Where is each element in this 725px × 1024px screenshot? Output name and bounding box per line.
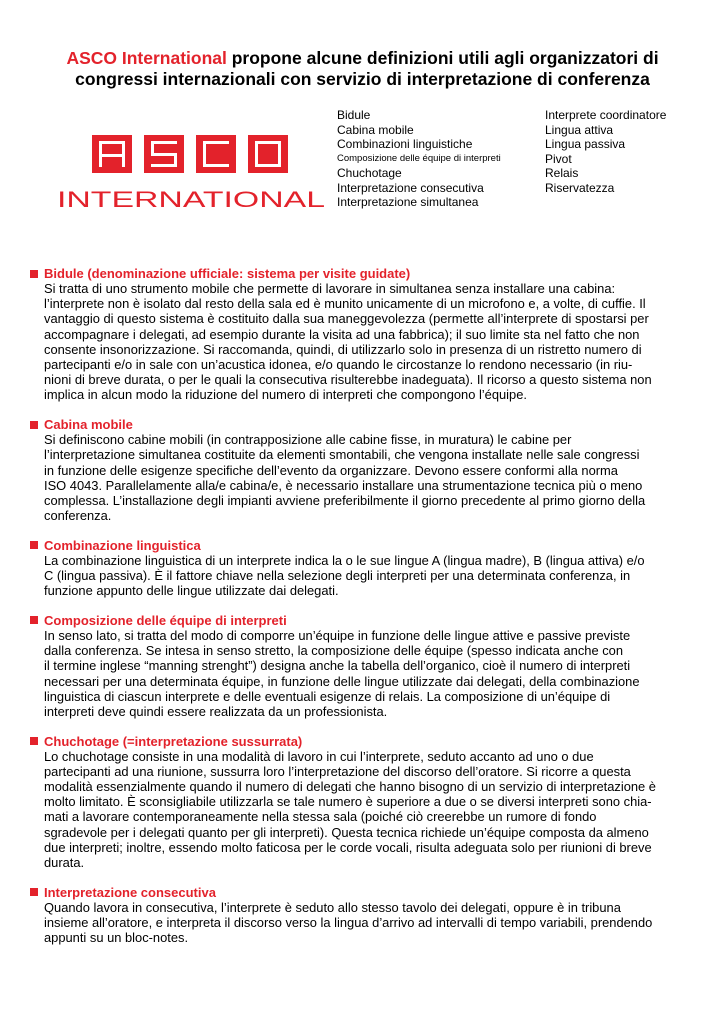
section-body: Si definiscono cabine mobili (in contrapposizione alle cabine fisse, in muratura) le cabine per l’interpretazione simultanea costituite da elementi smontabili, che vengona installate nelle sale congressi in funzione delle esigenze specifiche dell’evento da organizzare. Devono essere conformi alla norma ISO 4043. Parallelamente alla/e cabina/e, è necessario installare una strumentazione tecnica più o meno complessa. L’installazione degli impianti avviene preferibilmente il giorno precedente al primo giorno della conferenza. bbox=[44, 432, 646, 524]
index-item: Interprete coordinatore bbox=[545, 108, 667, 122]
index-item: Pivot bbox=[545, 151, 572, 166]
index-item: Interpretazione consecutiva bbox=[337, 180, 484, 195]
index-item: Composizione delle équipe di interpreti bbox=[337, 152, 501, 164]
index-item: Lingua attiva bbox=[545, 122, 614, 137]
section-heading: Interpretazione consecutiva bbox=[30, 885, 712, 900]
section-interpretazione-consecutiva bbox=[30, 885, 712, 946]
section-bidule bbox=[30, 266, 712, 403]
section-body: Si tratta di uno strumento mobile che permette di lavorare in simultanea senza installare una cabina: l’interprete non è isolato dal resto della sala ed è munito unicamente di un microfono e, a volte, di cuffie. Il vantaggio di questo sistema è costituito dalla sua maneggevolezza (permette all’interprete di spostarsi per accompagnare i delegati, ad esempio durante la visita ad una fabbrica); il suo limite sta nel fatto che non consente insonorizzazione. Si raccomanda, quindi, di utilizzarlo solo in presenza di un ristretto numero di partecipanti e/o in sale con un’acustica idonea, e/o quando le circostanze lo rendono necessario (in riu- nioni di breve durata, o per le quali la consecutiva risulterebbe inadeguata). Il ricorso a questo sistema non implica in alcun modo la riduzione del numero di interpreti che compongono l’équipe. bbox=[44, 281, 652, 403]
section-chuchotage bbox=[30, 734, 712, 871]
section-cabina-mobile bbox=[30, 417, 712, 523]
index-item: Cabina mobile bbox=[337, 122, 414, 137]
logo-letter-c bbox=[196, 135, 236, 173]
section-heading: Bidule (denominazione ufficiale: sistema per visite guidate) bbox=[30, 266, 712, 281]
section-body: In senso lato, si tratta del modo di comporre un’équipe in funzione delle lingue attive e passive previste dalla conferenza. Se intesa in senso stretto, la composizione delle équipe (spesso indicata anche con il termine inglese “manning strenght”) designa anche la tabella dell’organico, cioè il numero di interpreti necessari per una determinata équipe, in funzione delle lingue utilizzate dai delegati, della combinazione linguistica di ciascun interprete e delle eventuali esigenze di relais. La composizione di un’équipe di interpreti deve quindi essere realizzata da un professionista. bbox=[44, 627, 640, 719]
logo-letter-o bbox=[248, 135, 288, 173]
square-bullet-icon bbox=[30, 737, 38, 745]
index-item: Combinazioni linguistiche bbox=[337, 137, 473, 151]
definitions-content bbox=[30, 266, 712, 960]
section-heading: Chuchotage (=interpretazione sussurrata) bbox=[30, 734, 712, 749]
square-bullet-icon bbox=[30, 421, 38, 429]
square-bullet-icon bbox=[30, 888, 38, 896]
asco-logo bbox=[57, 135, 325, 215]
section-body: La combinazione linguistica di un interprete indica la o le sue lingue A (lingua madre), B (lingua attiva) e/o C (lingua passiva). È il fattore chiave nella selezione degli interpreti per una determinata conferenza, in funzione appunto delle lingue utilizzate dai delegati. bbox=[44, 552, 645, 599]
index-item: Relais bbox=[545, 166, 579, 180]
square-bullet-icon bbox=[30, 616, 38, 624]
index-item: Lingua passiva bbox=[545, 137, 626, 151]
section-body: Lo chuchotage consiste in una modalità di lavoro in cui l’interprete, seduto accanto ad uno o due partecipanti ad una riunione, sussurra loro l’interpretazione del discorso dell’oratore. Si ricorre a questa modalità essenzialmente quando il numero di delegati che hanno bisogno di un servizio di interpretazione è molto limitato. È sconsigliabile utilizzarla se tale numero è superiore a due o se diversi interpreti sono chia- mati a lavorare contemporaneamente nella stessa sala (poiché ciò creerebbe un rumore di fondo sgradevole per i delegati quanto per gli interpreti). Questa tecnica richiede un’équipe composta da almeno due interpreti; inoltre, essendo molto faticosa per le corde vocali, risulta adeguata solo per riunioni di breve durata. bbox=[44, 748, 656, 871]
index-item: Bidule bbox=[337, 108, 371, 122]
index-item: Interpretazione simultanea bbox=[337, 195, 479, 209]
index-item: Riservatezza bbox=[545, 180, 615, 195]
section-heading: Composizione delle équipe di interpreti bbox=[30, 613, 712, 628]
square-bullet-icon bbox=[30, 270, 38, 278]
square-bullet-icon bbox=[30, 541, 38, 549]
title-brand: ASCO International bbox=[66, 48, 227, 68]
section-composizione-equipe bbox=[30, 613, 712, 719]
logo-wordmark: INTERNATIONAL bbox=[57, 187, 325, 212]
index-list-left bbox=[337, 108, 501, 210]
title-line-1: propone alcune definizioni utili agli organizzatori di bbox=[226, 48, 659, 68]
index-list-right bbox=[545, 108, 666, 195]
section-combinazione-linguistica bbox=[30, 538, 712, 599]
section-heading: Combinazione linguistica bbox=[30, 538, 712, 553]
section-heading: Cabina mobile bbox=[30, 417, 712, 432]
page-title bbox=[20, 48, 705, 90]
index-item: Chuchotage bbox=[337, 166, 402, 180]
section-body: Quando lavora in consecutiva, l’interprete è seduto allo stesso tavolo dei delegati, oppure è in tribuna insieme all’oratore, e interpreta il discorso verso la lingua d’arrivo ad intervalli di tempo variabili, prendendo appunti su un bloc-notes. bbox=[44, 899, 653, 946]
title-line-2: congressi internazionali con servizio di interpretazione di conferenza bbox=[75, 69, 650, 89]
